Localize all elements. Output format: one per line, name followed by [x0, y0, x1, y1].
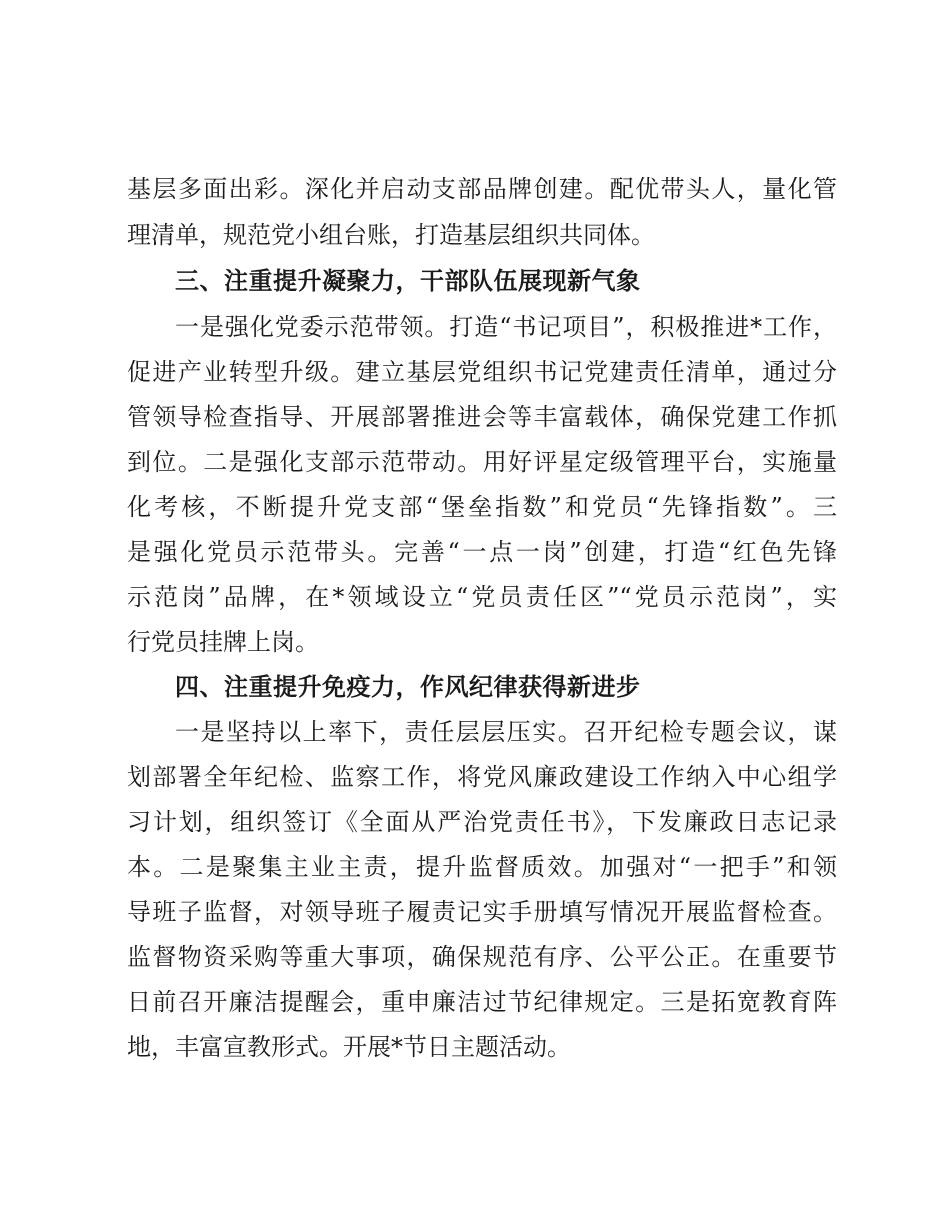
paragraph-1-line-2: 理清单，规范党小组台账，打造基层组织共同体。 [127, 221, 655, 249]
paragraph-2-line-3: 管领导检查指导、开展部署推进会等丰富载体，确保党建工作抓 [127, 403, 837, 431]
section-heading-3: 三、注重提升凝聚力，干部队伍展现新气象 [175, 267, 641, 295]
paragraph-2-line-8: 行党员挂牌上岗。 [127, 628, 319, 656]
paragraph-2-line-4: 到位。二是强化支部示范带动。用好评星定级管理平台，实施量 [127, 448, 837, 476]
paragraph-2-line-2: 促进产业转型升级。建立基层党组织书记党建责任清单，通过分 [127, 358, 837, 386]
paragraph-2-line-1: 一是强化党委示范带领。打造“书记项目”，积极推进*工作， [175, 313, 837, 341]
paragraph-3-line-6: 监督物资采购等重大事项，确保规范有序、公平公正。在重要节 [127, 943, 837, 971]
paragraph-3-line-3: 习计划，组织签订《全面从严治党责任书》，下发廉政日志记录 [127, 808, 837, 836]
paragraph-3-line-4: 本。二是聚集主业主责，提升监督质效。加强对“一把手”和领 [127, 853, 837, 881]
paragraph-3-line-7: 日前召开廉洁提醒会，重申廉洁过节纪律规定。三是拓宽教育阵 [127, 988, 837, 1016]
paragraph-2-line-5: 化考核，不断提升党支部“堡垒指数”和党员“先锋指数”。三 [127, 493, 837, 521]
paragraph-2-line-7: 示范岗”品牌，在*领域设立“党员责任区”“党员示范岗”，实 [127, 583, 837, 611]
paragraph-3-line-5: 导班子监督，对领导班子履责记实手册填写情况开展监督检查。 [127, 898, 837, 926]
paragraph-3-line-1: 一是坚持以上率下，责任层层压实。召开纪检专题会议，谋 [175, 718, 837, 746]
paragraph-2-line-6: 是强化党员示范带头。完善“一点一岗”创建，打造“红色先锋 [127, 538, 837, 566]
section-heading-4: 四、注重提升免疫力，作风纪律获得新进步 [175, 673, 641, 701]
paragraph-3-line-2: 划部署全年纪检、监察工作，将党风廉政建设工作纳入中心组学 [127, 763, 837, 791]
paragraph-1-line-1: 基层多面出彩。深化并启动支部品牌创建。配优带头人，量化管 [127, 175, 837, 203]
paragraph-3-line-8: 地，丰富宣教形式。开展*节日主题活动。 [127, 1033, 571, 1061]
